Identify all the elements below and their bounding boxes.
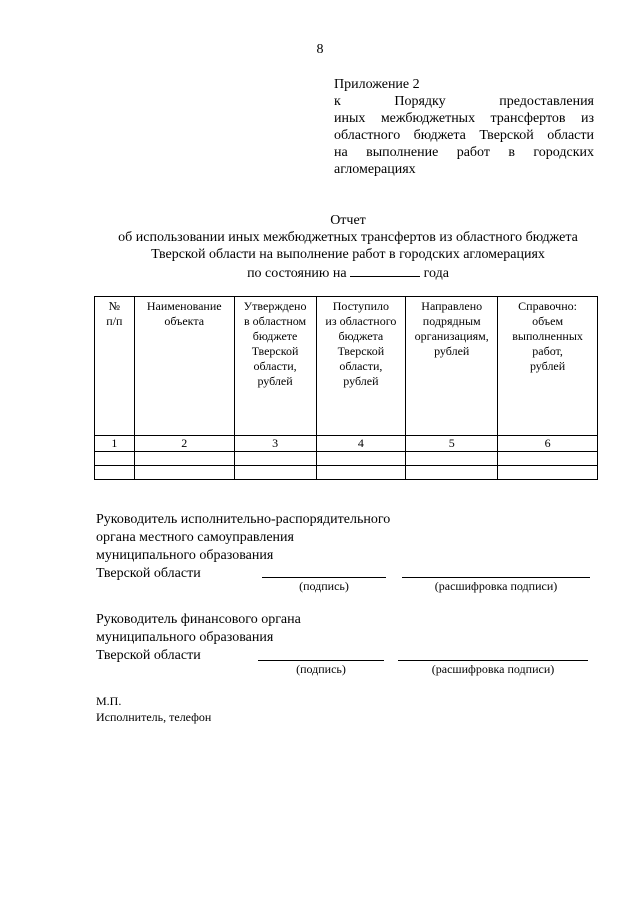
header-cell (316, 297, 406, 436)
appendix-line: к Порядку предоставления (334, 94, 594, 109)
empty-cell (498, 466, 598, 480)
signature-decode-caption: (расшифровка подписи) (431, 662, 555, 676)
signature-role-line: органа местного самоуправления (96, 530, 294, 545)
appendix-line: областного бюджета Тверской области (334, 128, 594, 143)
header-text: п/п (106, 314, 123, 328)
header-text: организациям, (414, 329, 489, 343)
signature-role-line: муниципального образования (96, 548, 274, 563)
signature-decode-line (402, 577, 590, 578)
appendix-line: агломерациях (334, 162, 416, 177)
empty-cell (316, 452, 406, 466)
report-date-prefix: по состоянию на (247, 266, 347, 281)
header-cell (234, 297, 316, 436)
report-title: Отчет (330, 213, 366, 228)
appendix-line: иных межбюджетных трансфертов из (334, 111, 594, 126)
header-text: Справочно: (518, 299, 577, 313)
empty-cell (234, 466, 316, 480)
table-row (95, 466, 598, 480)
header-text: Тверской (337, 344, 385, 358)
header-text: в областном (243, 314, 307, 328)
header-text: подрядным (422, 314, 481, 328)
header-text: из областного (325, 314, 397, 328)
page-number: 8 (316, 42, 324, 57)
header-text: рублей (257, 374, 293, 388)
header-text: Наименование (146, 299, 222, 313)
signature-caption: (подпись) (296, 662, 346, 676)
header-text: Тверской (251, 344, 299, 358)
header-cell (406, 297, 498, 436)
empty-cell (134, 452, 234, 466)
header-text: рублей (529, 359, 566, 373)
empty-cell (406, 466, 498, 480)
stamp-mark: М.П. (96, 694, 122, 708)
signature-block-head-executive (96, 511, 390, 583)
header-text: бюджета (338, 329, 384, 343)
signature-line (262, 577, 386, 578)
header-text: Направлено (421, 299, 483, 313)
appendix-line: на выполнение работ в городских (334, 145, 594, 160)
header-text: выполненных (512, 329, 583, 343)
executor-phone: Исполнитель, телефон (96, 710, 212, 724)
column-number: 3 (234, 436, 316, 452)
column-number: 5 (406, 436, 498, 452)
header-cell (498, 297, 598, 436)
signature-role-line: Руководитель финансового органа (96, 612, 301, 627)
header-text: рублей (434, 344, 470, 358)
header-text: объем (532, 314, 564, 328)
empty-cell (134, 466, 234, 480)
report-table (94, 296, 598, 480)
signature-role-line: Тверской области (96, 648, 201, 663)
empty-cell (234, 452, 316, 466)
empty-cell (316, 466, 406, 480)
header-text: бюджете (252, 329, 298, 343)
header-text: Утверждено (243, 299, 307, 313)
table-row (95, 452, 598, 466)
signature-decode-caption: (расшифровка подписи) (434, 579, 558, 593)
footer (96, 693, 211, 725)
signature-role-line: Руководитель исполнительно-распорядительного (96, 512, 391, 527)
signature-caption: (подпись) (299, 579, 349, 593)
empty-cell (406, 452, 498, 466)
appendix-header (334, 76, 594, 178)
column-number: 6 (498, 436, 598, 452)
empty-cell (95, 452, 135, 466)
report-subtitle-line: Тверской области на выполнение работ в городских агломерациях (151, 247, 545, 262)
header-cell (95, 297, 135, 436)
header-text: области, (339, 359, 383, 373)
header-text: рублей (343, 374, 379, 388)
header-text: области, (253, 359, 297, 373)
header-text: № (108, 299, 121, 313)
date-blank (350, 263, 420, 277)
report-subtitle-line: об использовании иных межбюджетных трансфертов из областного бюджета (118, 230, 578, 245)
header-text: Поступило (332, 299, 389, 313)
column-number: 4 (316, 436, 406, 452)
table-header-row (95, 297, 598, 436)
signature-role-line: Тверской области (96, 566, 201, 581)
report-title-block (0, 212, 640, 282)
header-text: работ, (532, 344, 563, 358)
header-text: объекта (164, 314, 205, 328)
report-date-suffix: года (423, 266, 449, 281)
report-date-line (0, 263, 640, 282)
empty-cell (498, 452, 598, 466)
signature-role-line: муниципального образования (96, 630, 274, 645)
header-cell (134, 297, 234, 436)
appendix-title: Приложение 2 (334, 77, 420, 92)
signature-decode-line (398, 660, 588, 661)
signature-block-head-finance (96, 611, 301, 665)
empty-cell (95, 466, 135, 480)
signature-line (258, 660, 384, 661)
column-number: 1 (95, 436, 135, 452)
column-number-row (95, 436, 598, 452)
column-number: 2 (134, 436, 234, 452)
